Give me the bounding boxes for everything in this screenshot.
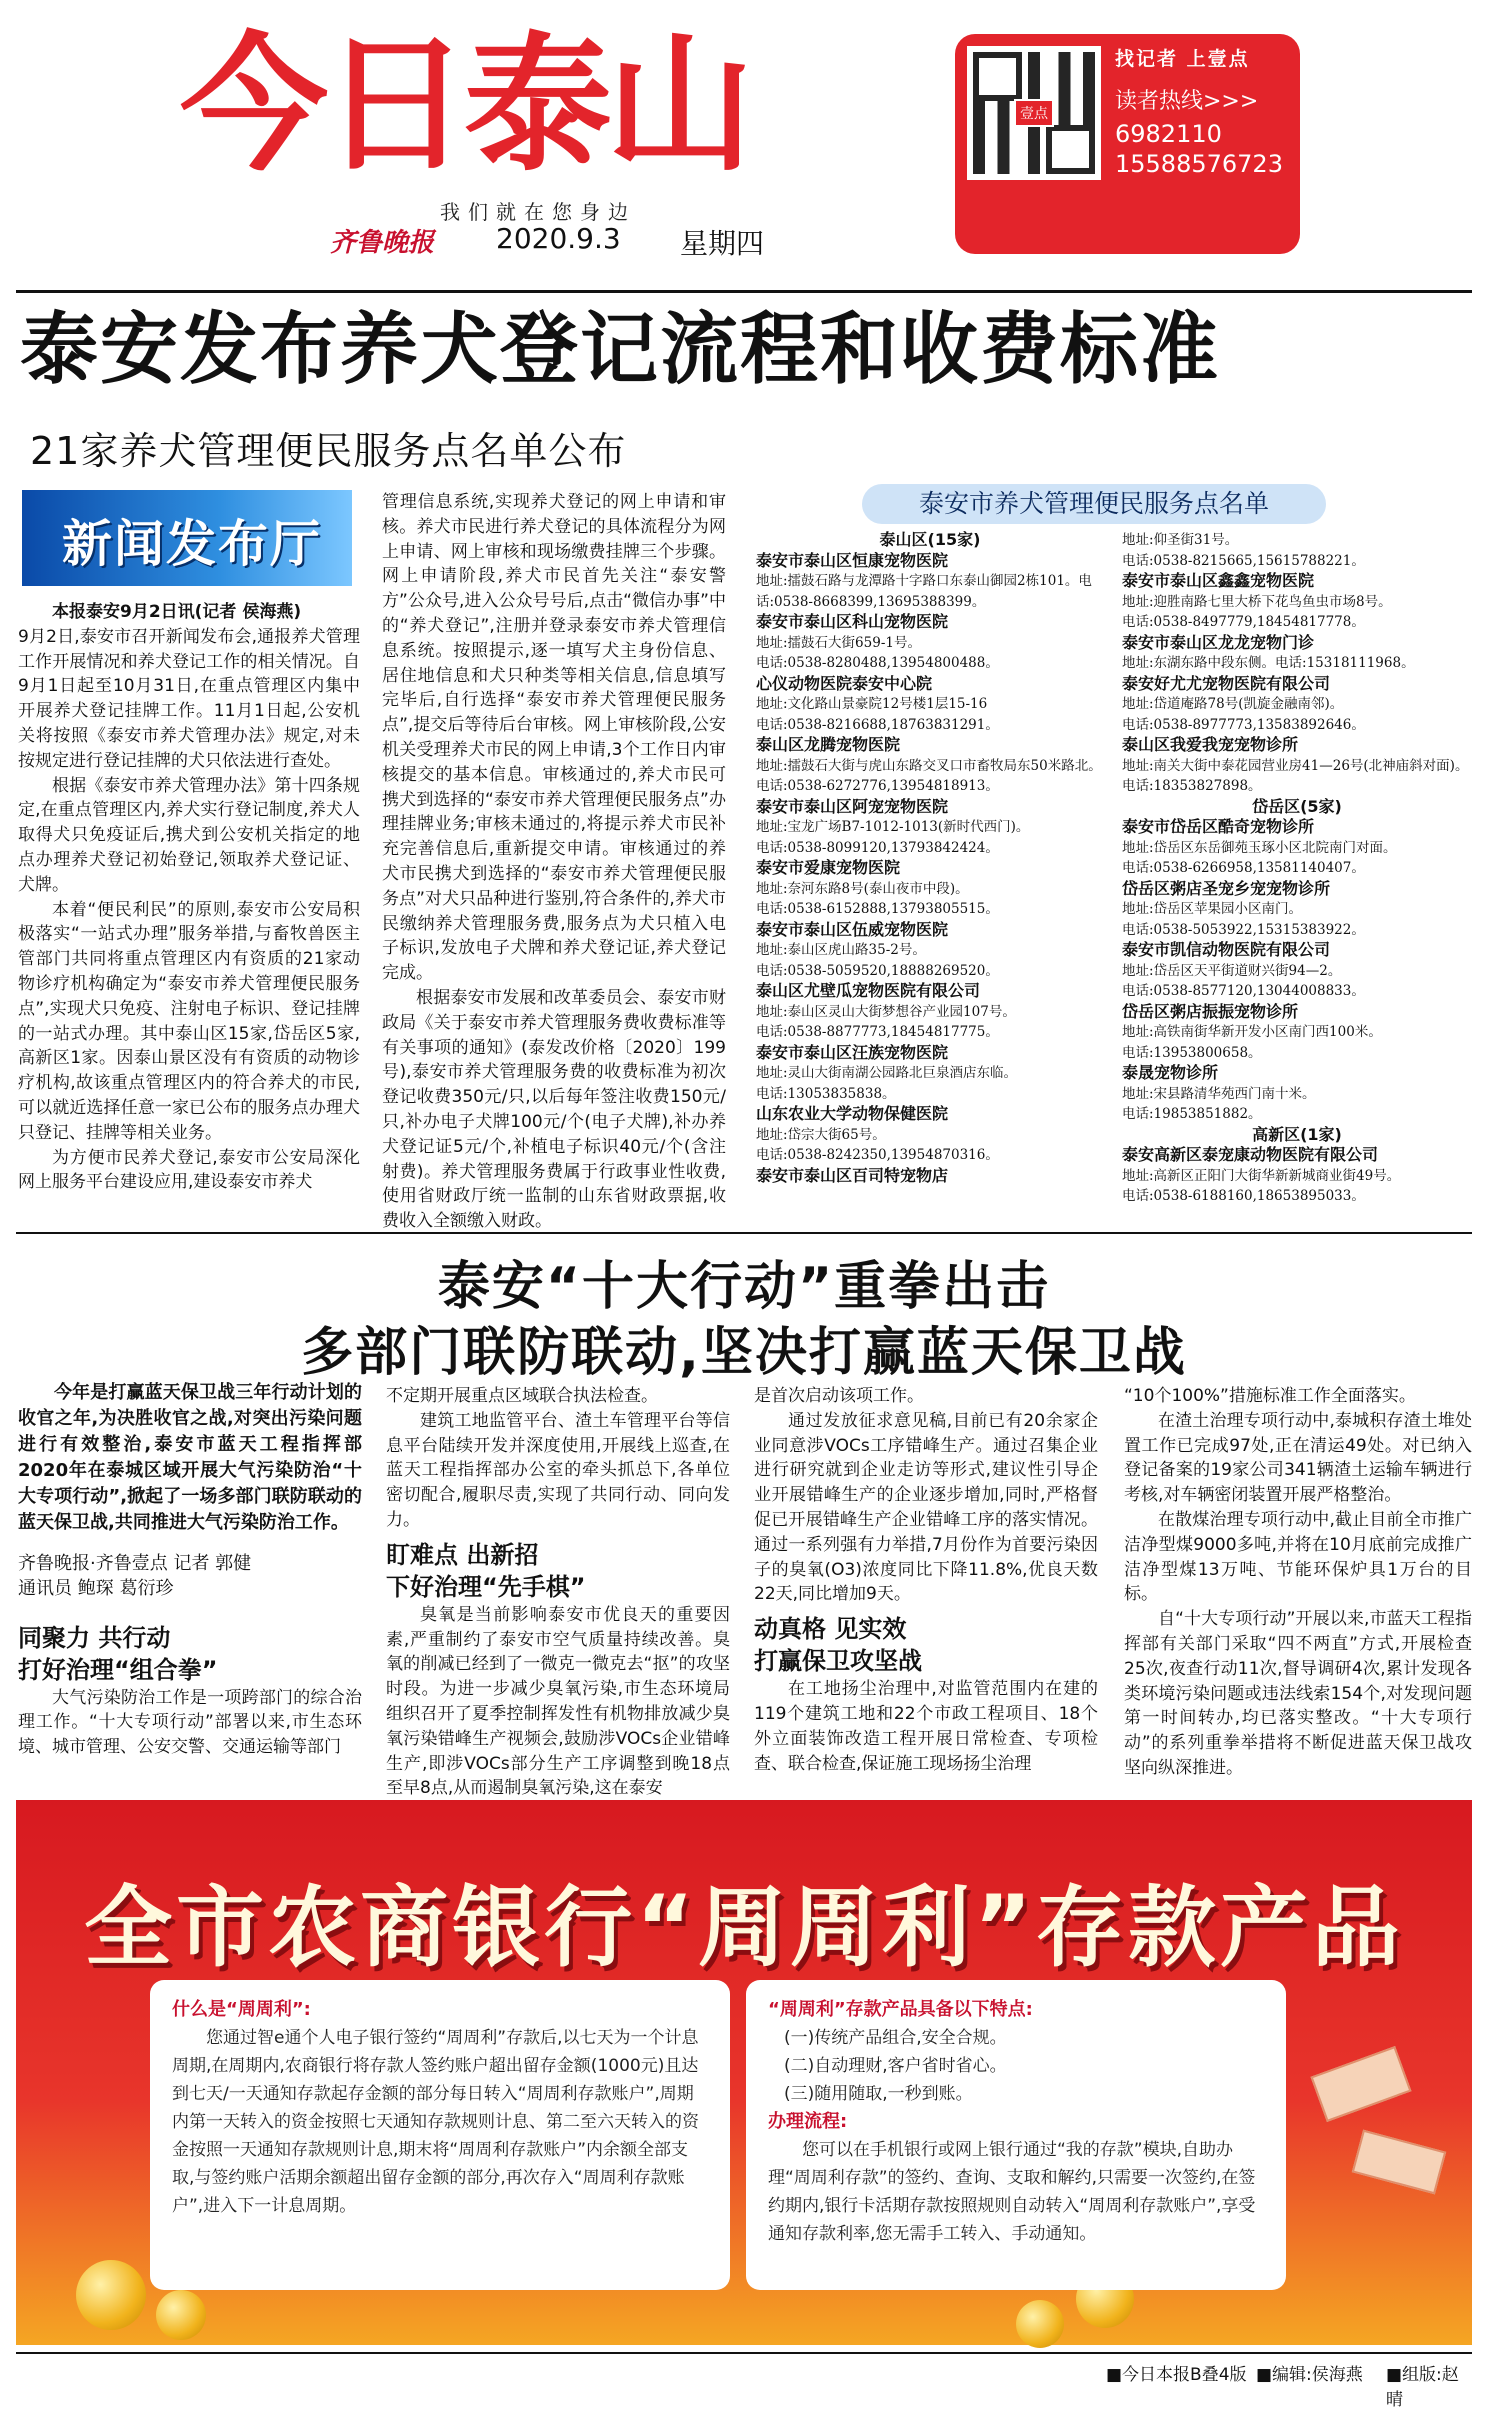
service-list-addr: 地址:奈河东路8号(泰山夜市中段)。 xyxy=(756,880,969,897)
divider xyxy=(16,1232,1472,1234)
service-list-addr: 地址:岱岳区苹果园小区南门。 xyxy=(1122,901,1303,917)
service-list-name: 岱岳区粥店圣宠乡宠宠物诊所 xyxy=(1122,878,1331,898)
ad-card-features xyxy=(746,1980,1286,2290)
paragraph: 大气污染防治工作是一项跨部门的综合治理工作。“十大专项行动”部署以来,市生态环境、城市管理、公安交警、交通运输等部门 xyxy=(18,1687,362,1758)
ad-feature-item: (一)传统产品组合,安全合规。 xyxy=(784,2028,1007,2048)
service-list-addr: 电话:0538-5053922,15315383922。 xyxy=(1122,921,1365,938)
paragraph: 不定期开展重点区域联合执法检查。 xyxy=(386,1386,658,1406)
paragraph: “10个100%”措施标准工作全面落实。 xyxy=(1124,1386,1416,1406)
article2-headline-1: 泰安“十大行动”重拳出击 xyxy=(437,1257,1051,1317)
coin-icon xyxy=(156,2290,206,2340)
article2-column-3 xyxy=(754,1384,1098,1776)
hotline-number-1: 6982110 xyxy=(1115,120,1222,148)
service-list-addr: 电话:0538-6152888,13793805515。 xyxy=(756,901,999,917)
footer-section: ■今日本报B叠4版 xyxy=(1106,2365,1247,2385)
section-heading: 打好治理“组合拳” xyxy=(18,1655,218,1684)
ad-paragraph: 您可以在手机银行或网上银行通过“我的存款”模块,自助办理“周周利存款”的签约、查询、支取和解约,只需要一次签约,在签约期内,银行卡活期存款按照规则自动转入“周周利存款账户”,享受通知存款利率,您无需手工转入、手动通知。 xyxy=(768,2140,1256,2244)
service-list-addr: 地址:高铁南街华新开发小区南门西100米。 xyxy=(1122,1024,1382,1040)
article2-byline-2: 通讯员 鲍琛 葛衍珍 xyxy=(18,1577,174,1599)
service-list-addr: 电话:13053835838。 xyxy=(756,1085,896,1102)
section-heading: 下好治理“先手棋” xyxy=(386,1572,586,1601)
column-badge-label: 新闻发布厅 xyxy=(62,515,322,573)
article2-headline-2: 多部门联防联动,坚决打赢蓝天保卫战 xyxy=(301,1323,1187,1383)
masthead-slogan: 我们就在您身边 xyxy=(440,200,636,224)
paragraph: 根据泰安市发展和改革委员会、泰安市财政局《关于泰安市养犬管理服务费收费标准等有关事项的通知》(泰发改价格〔2020〕199号),泰安市养犬管理服务费的收费标准为初次登记收费350元/只,以后每年签注收费150元/只,补办电子犬牌100元/个(电子犬牌),补办养犬登记证5元/个,补植电子标识40元/个(含注射费)。养犬管理服务费属于行政事业性收费,使用省财政厅统一监制的山东省财政票据,收费收入全额缴入财政。 xyxy=(382,987,726,1232)
article1-column-2 xyxy=(382,490,726,1234)
service-list-addr: 地址:宝龙广场B7-1012-1013(新时代西门)。 xyxy=(756,819,1030,835)
service-list-addr: 地址:高新区正阳门大街华新新城商业街49号。 xyxy=(1122,1167,1401,1184)
service-list-name: 泰安市泰山区恒康宠物医院 xyxy=(756,550,949,570)
service-list-right xyxy=(1122,530,1472,1207)
hotline-number-2: 15588576723 xyxy=(1115,150,1283,178)
paragraph: 在散煤治理专项行动中,截止目前全市推广洁净型煤9000多吨,并将在10月底前完成推广洁净型煤13万吨、节能环保炉具1万台的目标。 xyxy=(1124,1509,1472,1605)
divider xyxy=(16,290,1472,293)
service-list-name: 泰安市泰山区汪族宠物医院 xyxy=(756,1042,949,1062)
service-list-title: 泰安市养犬管理便民服务点名单 xyxy=(862,484,1326,524)
service-list-name: 泰安市泰山区伍威宠物医院 xyxy=(756,919,949,939)
service-list-name: 泰晟宠物诊所 xyxy=(1122,1063,1219,1082)
service-list-name: 泰山区我爱我宠宠物诊所 xyxy=(1122,735,1299,754)
ad-feature-item: (三)随用随取,一秒到账。 xyxy=(784,2084,973,2104)
paragraph: 是首次启动该项工作。 xyxy=(754,1386,924,1406)
service-list-name: 心仪动物医院泰安中心院 xyxy=(756,673,933,693)
service-list-name: 泰安市泰山区阿宠宠物医院 xyxy=(756,796,949,816)
service-list-name: 山东农业大学动物保健医院 xyxy=(756,1104,949,1123)
service-list-name: 泰安好尤尤宠物医院有限公司 xyxy=(1122,673,1331,693)
service-list-addr: 地址:泰山区虎山路35-2号。 xyxy=(756,942,926,958)
ad-title: 全市农商银行“周周利”存款产品 xyxy=(84,1876,1404,1979)
service-list-addr: 电话:0538-8280488,13954800488。 xyxy=(756,655,999,671)
footer-layout: ■组版:赵晴 xyxy=(1386,2365,1459,2410)
service-list-name: 泰安市泰山区龙龙宠物门诊 xyxy=(1122,632,1315,652)
service-list-addr: 地址:东湖东路中段东侧。电话:15318111968。 xyxy=(1122,655,1415,671)
paragraph: 建筑工地监管平台、渣土车管理平台等信息平台陆续开发并深度使用,开展线上巡查,在蓝天工程指挥部办公室的牵头抓总下,各单位密切配合,履职尽责,实现了共同行动、同向发力。 xyxy=(386,1410,730,1530)
service-list-name: 泰安市泰山区鑫鑫宠物医院 xyxy=(1122,571,1315,590)
service-list-addr: 地址:泰山区灵山大街梦想谷产业园107号。 xyxy=(756,1003,1016,1020)
masthead-logo: 今日泰山 xyxy=(180,19,748,191)
service-list-district: 岱岳区(5家) xyxy=(1252,796,1342,816)
service-list-addr: 地址:宋县路清华苑西门南十米。 xyxy=(1122,1085,1316,1102)
service-list-name: 泰安高新区泰宠康动物医院有限公司 xyxy=(1122,1145,1379,1164)
issue-date: 2020.9.3 xyxy=(496,222,621,255)
issue-weekday: 星期四 xyxy=(680,227,765,260)
paragraph: 根据《泰安市养犬管理办法》第十四条规定,在重点管理区内,养犬实行登记制度,养犬人取得犬只免疫证后,携犬到公安机关指定的地点办理养犬登记初始登记,领取养犬登记证、犬牌。 xyxy=(18,775,360,895)
qr-badge: 壹点 xyxy=(1014,99,1054,127)
service-list-addr: 地址:岱宗大街65号。 xyxy=(756,1126,886,1143)
column-badge xyxy=(22,490,352,586)
banknote-icon xyxy=(1311,2046,1412,2122)
service-list-addr: 电话:0538-8577120,13044008833。 xyxy=(1122,983,1365,999)
service-list-district: 泰山区(15家) xyxy=(879,530,981,549)
service-list-addr: 电话:0538-8099120,13793842424。 xyxy=(756,839,999,856)
service-list-addr: 电话:0538-5059520,18888269520。 xyxy=(756,962,999,979)
article2-column-4 xyxy=(1124,1384,1472,1781)
service-list-addr: 电话:0538-6188160,18653895033。 xyxy=(1122,1188,1365,1204)
ad-key-label: 办理流程: xyxy=(768,2111,848,2132)
hotline-label: 读者热线>>> xyxy=(1115,89,1259,114)
article1-column-1 xyxy=(18,600,360,1195)
service-list-addr: 地址:岱岳区东岳御苑玉琢小区北院南门对面。 xyxy=(1122,839,1397,856)
ad-card-what xyxy=(150,1980,730,2290)
service-list-addr: 电话:0538-8216688,18763831291。 xyxy=(756,716,999,733)
paragraph: 管理信息系统,实现养犬登记的网上申请和审核。养犬市民进行养犬登记的具体流程分为网上申请、网上审核和现场缴费挂牌三个步骤。网上申请阶段,养犬市民首先关注“泰安警方”公众号,进入公众号号后,点击“微信办事”中的“养犬登记”,注册并登录泰安市养犬管理信息系统。按照提示,逐一填写犬主身份信息、居住地信息和犬只种类等相关信息,信息填写完毕后,自行选择“泰安市养犬管理便民服务点”,提交后等待后台审核。网上审核阶段,公安机关受理养犬市民的网上申请,3个工作日内审核提交的基本信息。审核通过的,养犬市民可携犬到选择的“泰安市养犬管理便民服务点”办理挂牌业务;审核未通过的,将提示养犬市民补充完善信息后,重新提交申请。审核通过的养犬市民携犬到选择的“泰安市养犬管理便民服务点”对犬只品种进行鉴别,符合条件的,养犬市民缴纳养犬管理服务费,服务点为犬只植入电子标识,发放电子犬牌和养犬登记证,养犬登记完成。 xyxy=(382,492,726,984)
service-list-addr: 电话:19853851882。 xyxy=(1122,1106,1262,1122)
paragraph: 为方便市民养犬登记,泰安市公安局深化网上服务平台建设应用,建设泰安市养犬 xyxy=(18,1147,360,1193)
page-footer xyxy=(16,2352,1472,2410)
paragraph: 本着“便民利民”的原则,泰安市公安局积极落实“一站式办理”服务举措,与畜牧兽医主管部门共同将重点管理区内有资质的21家动物诊疗机构确定为“泰安市养犬管理便民服务点”,实现犬只免疫、注射电子标识、登记挂牌的一站式办理。其中泰山区15家,岱岳区5家,高新区1家。因泰山景区没有有资质的动物诊疗机构,故该重点管理区内的符合养犬的市民,可以就近选择任意一家已公布的服务点办理犬只登记、挂牌等相关业务。 xyxy=(18,899,360,1143)
headline: 泰安发布养犬登记流程和收费标准 xyxy=(20,305,1221,395)
section-heading: 动真格 见实效 xyxy=(754,1615,907,1644)
banknote-icon xyxy=(1352,2130,1446,2195)
service-list-addr: 电话:0538-8497779,18454817778。 xyxy=(1122,614,1365,630)
coin-icon xyxy=(76,2260,146,2330)
service-list-addr: 电话:0538-8242350,13954870316。 xyxy=(756,1147,999,1163)
paragraph: 9月2日,泰安市召开新闻发布会,通报养犬管理工作开展情况和养犬登记工作的相关情况。自9月1日起至10月31日,在重点管理区内集中开展养犬登记挂牌工作。11月1日起,公安机关将按照《泰安市养犬管理办法》规定,对未按规定进行登记挂牌的犬只依法进行查处。 xyxy=(18,626,360,771)
service-list-name: 泰安市凯信动物医院有限公司 xyxy=(1122,940,1331,959)
service-list-addr: 地址:岱道庵路78号(凯旋金融南邻)。 xyxy=(1122,696,1344,712)
bank-advertisement[interactable] xyxy=(16,1800,1472,2345)
qr-code-icon[interactable] xyxy=(967,46,1101,180)
service-list-addr: 地址:迎胜南路七里大桥下花鸟鱼虫市场8号。 xyxy=(1122,593,1392,610)
service-list-addr: 地址:仰圣街31号。 xyxy=(1122,532,1239,548)
ad-key-label: “周周利”存款产品具备以下特点: xyxy=(768,1999,1033,2020)
service-list-addr: 地址:南关大街中泰花园营业房41—26号(北神庙斜对面)。电话:18353827898。 xyxy=(1122,757,1469,794)
service-list-addr: 地址:擂鼓石大街与虎山东路交叉口市畜牧局东50米路北。电话:0538-6272776,13954818913。 xyxy=(756,757,1102,794)
paragraph: 在工地扬尘治理中,对监管范围内在建的119个建筑工地和22个市政工程项目、18个外立面装饰改造工程开展日常检查、专项检查、联合检查,保证施工现场扬尘治理 xyxy=(754,1679,1098,1774)
section-heading: 同聚力 共行动 xyxy=(18,1623,171,1652)
coin-icon xyxy=(1016,2300,1064,2348)
service-list-addr: 地址:岱岳区天平街道财兴街94—2。 xyxy=(1122,962,1342,979)
service-list-name: 泰安市泰山区科山宠物医院 xyxy=(756,612,949,631)
service-list-name: 泰山区尤壁瓜宠物医院有限公司 xyxy=(756,981,981,1000)
service-list-district: 高新区(1家) xyxy=(1252,1124,1342,1144)
service-list-name: 泰安市岱岳区酷奇宠物诊所 xyxy=(1122,817,1315,836)
ad-feature-list xyxy=(768,2024,1264,2108)
find-reporter-label: 找记者 上壹点 xyxy=(1115,48,1250,70)
hotline-box xyxy=(955,34,1300,254)
paragraph: 臭氧是当前影响泰安市优良天的重要因素,严重制约了泰安市空气质量持续改善。臭氧的削减已经到了一微克一微克去“抠”的攻坚时段。为进一步减少臭氧污染,市生态环境局组织召开了夏季控制挥发性有机物排放减少臭氧污染错峰生产视频会,鼓励涉VOCs企业错峰生产,即涉VOCs部分生产工序调整到晚18点至早8点,从而遏制臭氧污染,这在泰安 xyxy=(386,1604,730,1799)
service-list-addr: 电话:13953800658。 xyxy=(1122,1044,1262,1061)
section-heading: 盯难点 出新招 xyxy=(386,1540,539,1569)
masthead xyxy=(0,0,1488,280)
section-heading: 打赢保卫攻坚战 xyxy=(754,1647,922,1676)
service-list-addr: 地址:文化路山景豪院12号楼1层15-16 xyxy=(756,696,988,712)
paragraph: 通过发放征求意见稿,目前已有20余家企业同意涉VOCs工序错峰生产。通过召集企业进行研究就到企业走访等形式,建议性引导企业开展错峰生产的企业逐步增加,同时,严格督促已开展错峰生产企业错峰工序的落实情况。通过一系列强有力举措,7月份作为首要污染因子的臭氧(O3)浓度同比下降11.8%,优良天数22天,同比增加9天。 xyxy=(754,1410,1098,1605)
service-list-name: 泰安市泰山区百司特宠物店 xyxy=(756,1165,949,1185)
article2-byline-1: 齐鲁晚报·齐鲁壹点 记者 郭健 xyxy=(18,1553,252,1574)
service-list-addr: 电话:0538-8215665,15615788221。 xyxy=(1122,552,1365,569)
paper-brand: 齐鲁晚报 xyxy=(330,228,435,258)
article2-lead: 今年是打赢蓝天保卫战三年行动计划的收官之年,为决胜收官之战,对突出污染问题进行有效整治,泰安市蓝天工程指挥部2020年在泰城区域开展大气污染防治“十大专项行动”,掀起了一场多部门联防联动的蓝天保卫战,共同推进大气污染防治工作。 xyxy=(18,1382,362,1533)
service-list-addr: 地址:擂鼓石大街659-1号。 xyxy=(756,634,921,651)
paragraph: 自“十大专项行动”开展以来,市蓝天工程指挥部有关部门采取“四不两直”方式,开展检查25次,夜查行动11次,督导调研4次,累计发现各类环境污染问题或违法线索154个,对发现问题第一时间转办,均已落实整改。“十大专项行动”的系列重拳举措将不断促进蓝天保卫战攻坚向纵深推进。 xyxy=(1124,1609,1472,1778)
paragraph: 在渣土治理专项行动中,泰城积存渣土堆处置工作已完成97处,正在清运49处。对已纳入登记备案的19家公司341辆渣土运输车辆进行考核,对车辆密闭装置开展严格整治。 xyxy=(1124,1410,1472,1506)
footer-editor: ■编辑:侯海燕 xyxy=(1256,2365,1363,2385)
byline: 本报泰安9月2日讯(记者 侯海燕) xyxy=(52,602,302,622)
article2-column-1 xyxy=(18,1380,362,1760)
subheadline: 21家养犬管理便民服务点名单公布 xyxy=(30,429,627,473)
ad-paragraph: 您通过智e通个人电子银行签约“周周利”存款后,以七天为一个计息周期,在周期内,农商银行将存款人签约账户超出留存金额(1000元)且达到七天/一天通知存款起存金额的部分每日转入“周周利存款账户”,周期内第一天转入的资金按照七天通知存款规则计息、第二至六天转入的资金按照一天通知存款规则计息,期末将“周周利存款账户”内余额全部支取,与签约账户活期余额超出留存金额的部分,再次存入“周周利存款账户”,进入下一计息周期。 xyxy=(172,2028,699,2216)
article2-column-2 xyxy=(386,1384,730,1801)
service-list-name: 泰安市爱康宠物医院 xyxy=(756,858,901,877)
service-list-addr: 地址:擂鼓石路与龙潭路十字路口东泰山御园2栋101。电话:0538-8668399,13695388399。 xyxy=(756,573,1092,610)
ad-feature-item: (二)自动理财,客户省时省心。 xyxy=(784,2056,1007,2076)
service-list-addr: 电话:0538-6266958,13581140407。 xyxy=(1122,860,1365,876)
service-list-name: 岱岳区粥店振振宠物诊所 xyxy=(1122,1001,1299,1021)
service-list-addr: 地址:灵山大街南湖公园路北巨泉酒店东临。 xyxy=(756,1065,1018,1081)
ad-key-label: 什么是“周周利”: xyxy=(172,1999,311,2020)
service-list-left xyxy=(756,530,1104,1186)
service-list-addr: 电话:0538-8877773,18454817775。 xyxy=(756,1024,999,1040)
service-list-addr: 电话:0538-8977773,13583892646。 xyxy=(1122,716,1365,733)
service-list-name: 泰山区龙腾宠物医院 xyxy=(756,735,901,754)
